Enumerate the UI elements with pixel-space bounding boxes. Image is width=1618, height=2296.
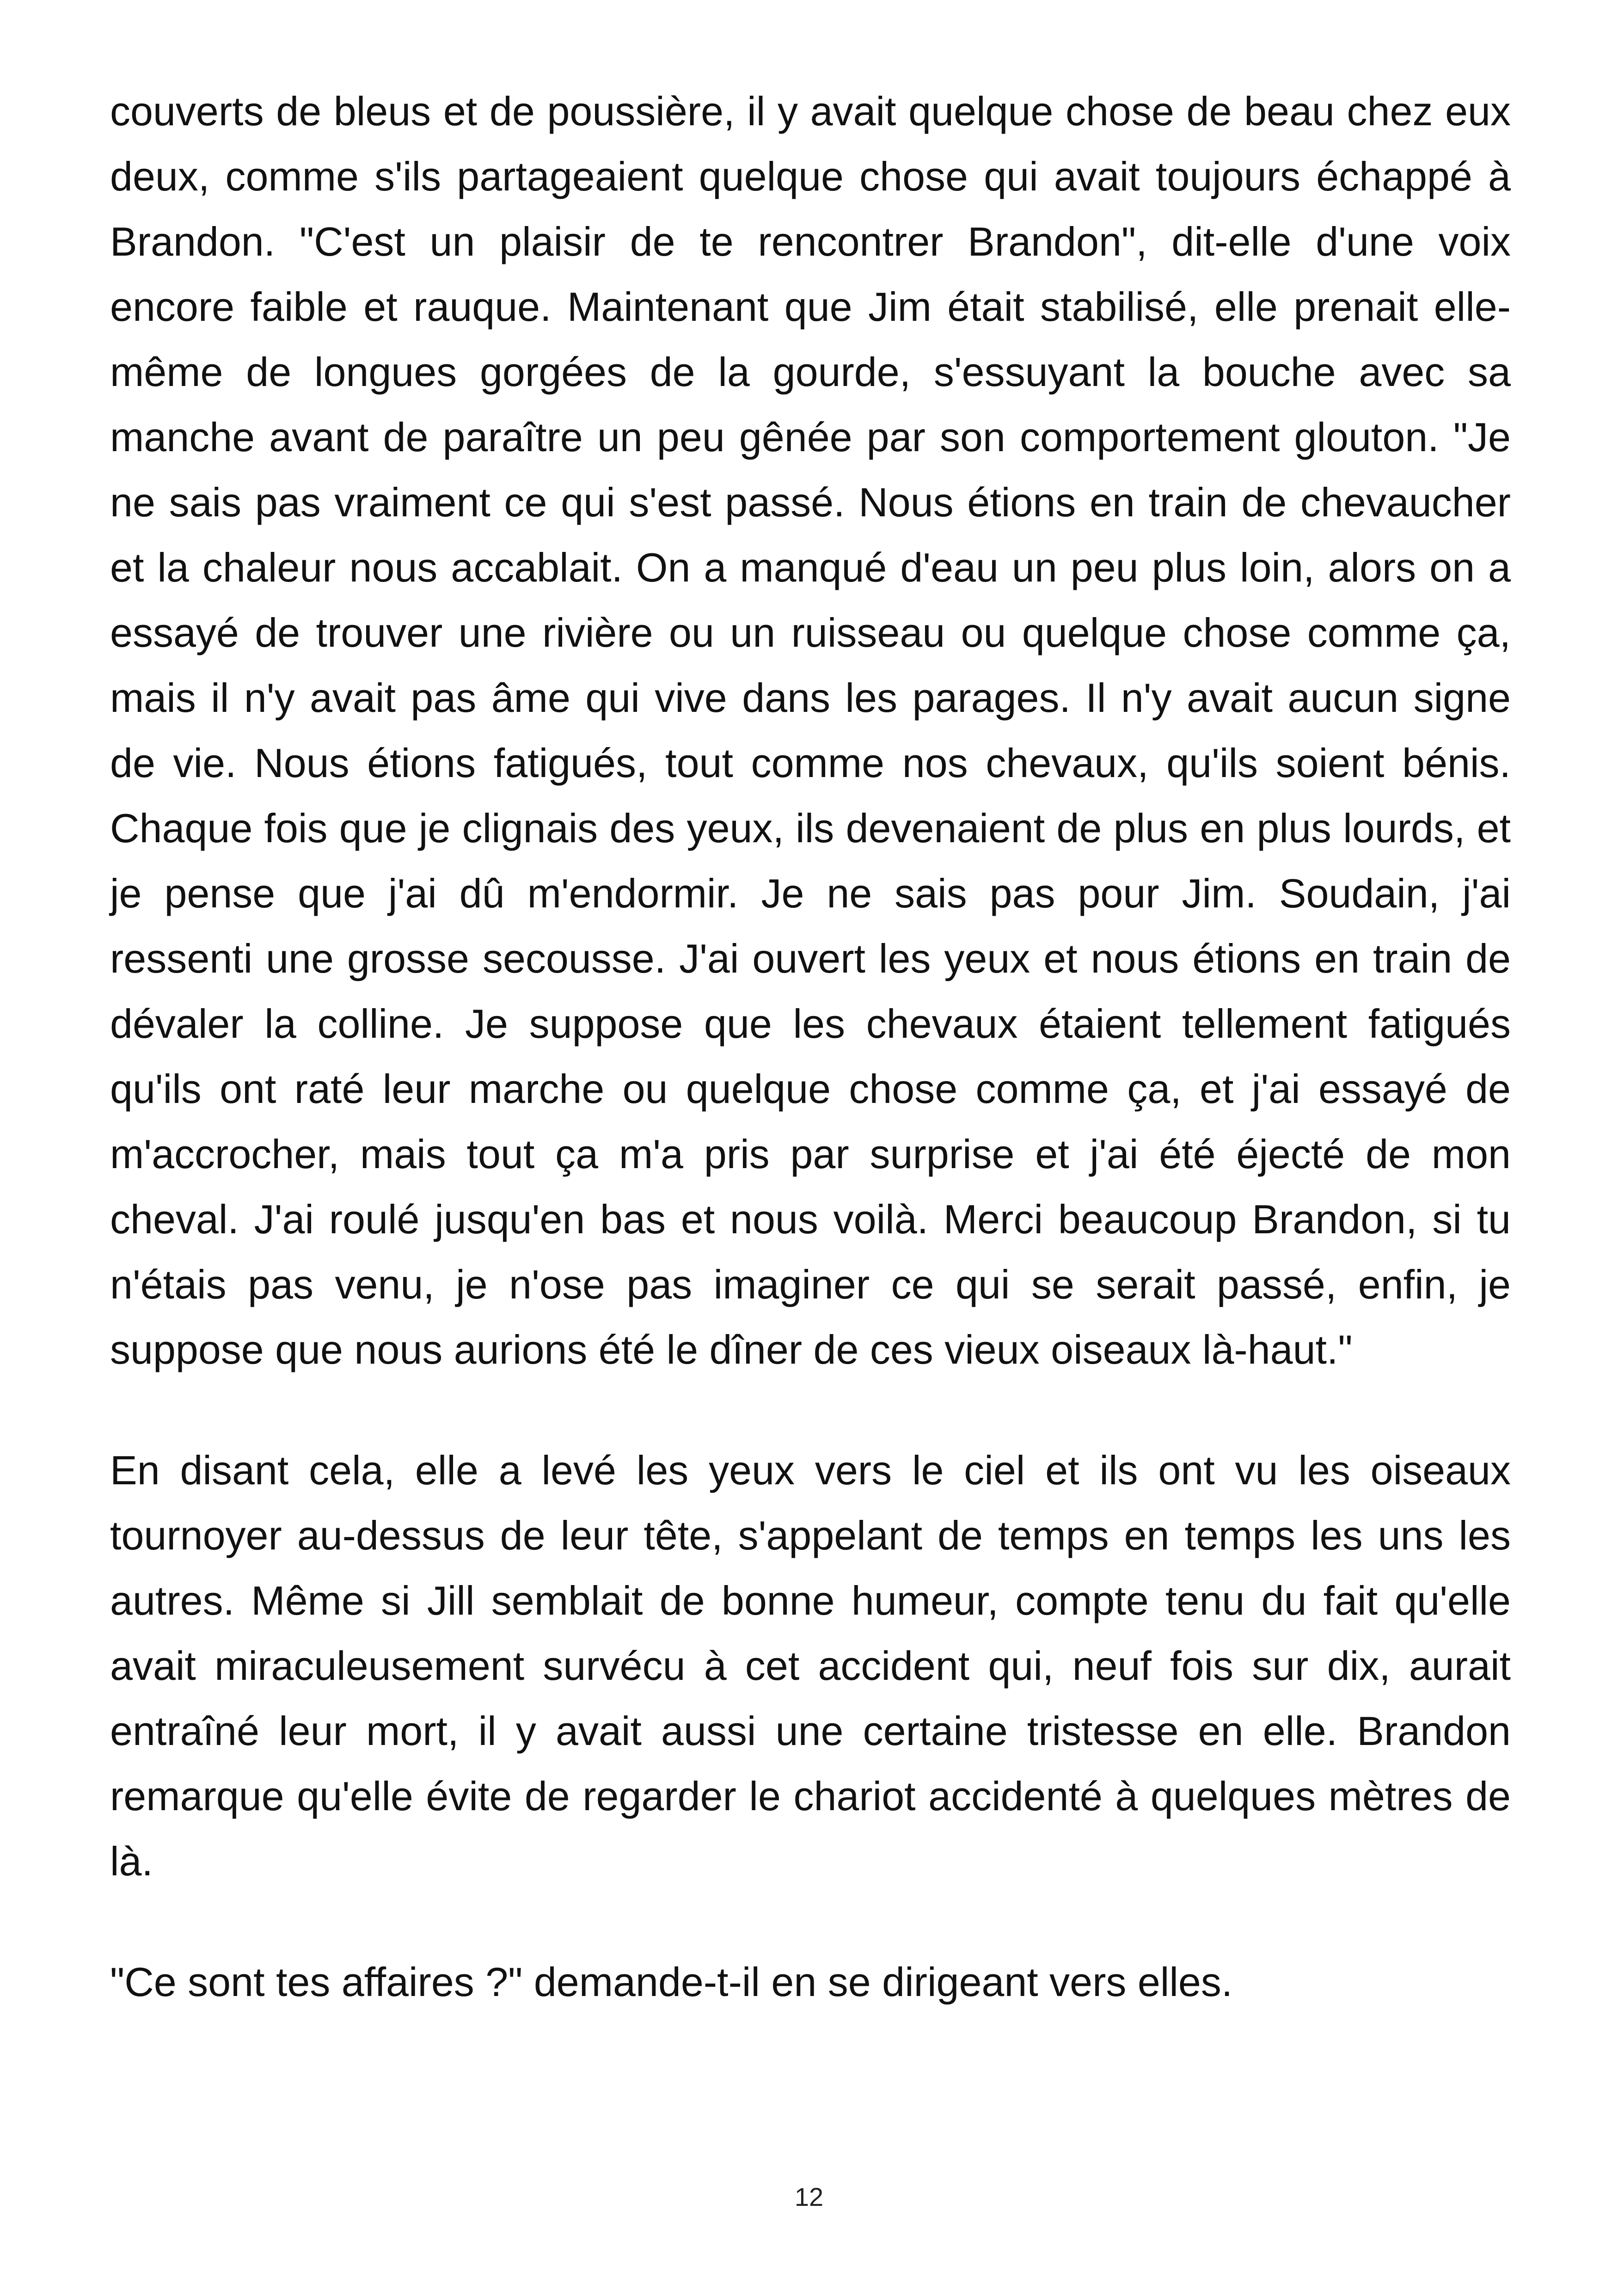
page-body <box>110 79 1511 2014</box>
body-paragraph-2: En disant cela, elle a levé les yeux vers le ciel et ils ont vu les oiseaux tournoyer au-dessus de leur tête, s'appelant de temps en temps les uns les autres. Même si Jill semblait de bonne humeur, compte tenu du fait qu'elle avait miraculeusement survécu à cet accident qui, neuf fois sur dix, aurait entraîné leur mort, il y avait aussi une certaine tristesse en elle. Brandon remarque qu'elle évite de regarder le chariot accidenté à quelques mètres de là. <box>110 1447 1511 1884</box>
page-number: 12 <box>794 2182 824 2211</box>
body-paragraph-3: "Ce sont tes affaires ?" demande-t-il en se dirigeant vers elles. <box>110 1959 1233 2005</box>
body-paragraph-1: couverts de bleus et de poussière, il y avait quelque chose de beau chez eux deux, comme s'ils partageaient quelque chose qui avait toujours échappé à Brandon. "C'est un plaisir de te rencontrer Brandon", dit-elle d'une voix encore faible et rauque. Maintenant que Jim était stabilisé, elle prenait elle-même de longues gorgées de la gourde, s'essuyant la bouche avec sa manche avant de paraître un peu gênée par son comportement glouton. "Je ne sais pas vraiment ce qui s'est passé. Nous étions en train de chevaucher et la chaleur nous accablait. On a manqué d'eau un peu plus loin, alors on a essayé de trouver une rivière ou un ruisseau ou quelque chose comme ça, mais il n'y avait pas âme qui vive dans les parages. Il n'y avait aucun signe de vie. Nous étions fatigués, tout comme nos chevaux, qu'ils soient bénis. Chaque fois que je clignais des yeux, ils devenaient de plus en plus lourds, et je pense que j'ai dû m'endormir. Je ne sais pas pour Jim. Soudain, j'ai ressenti une grosse secousse. J'ai ouvert les yeux et nous étions en train de dévaler la colline. Je suppose que les chevaux étaient tellement fatigués qu'ils ont raté leur marche ou quelque chose comme ça, et j'ai essayé de m'accrocher, mais tout ça m'a pris par surprise et j'ai été éjecté de mon cheval. J'ai roulé jusqu'en bas et nous voilà. Merci beaucoup Brandon, si tu n'étais pas venu, je n'ose pas imaginer ce qui se serait passé, enfin, je suppose que nous aurions été le dîner de ces vieux oiseaux là-haut." <box>110 88 1511 1372</box>
